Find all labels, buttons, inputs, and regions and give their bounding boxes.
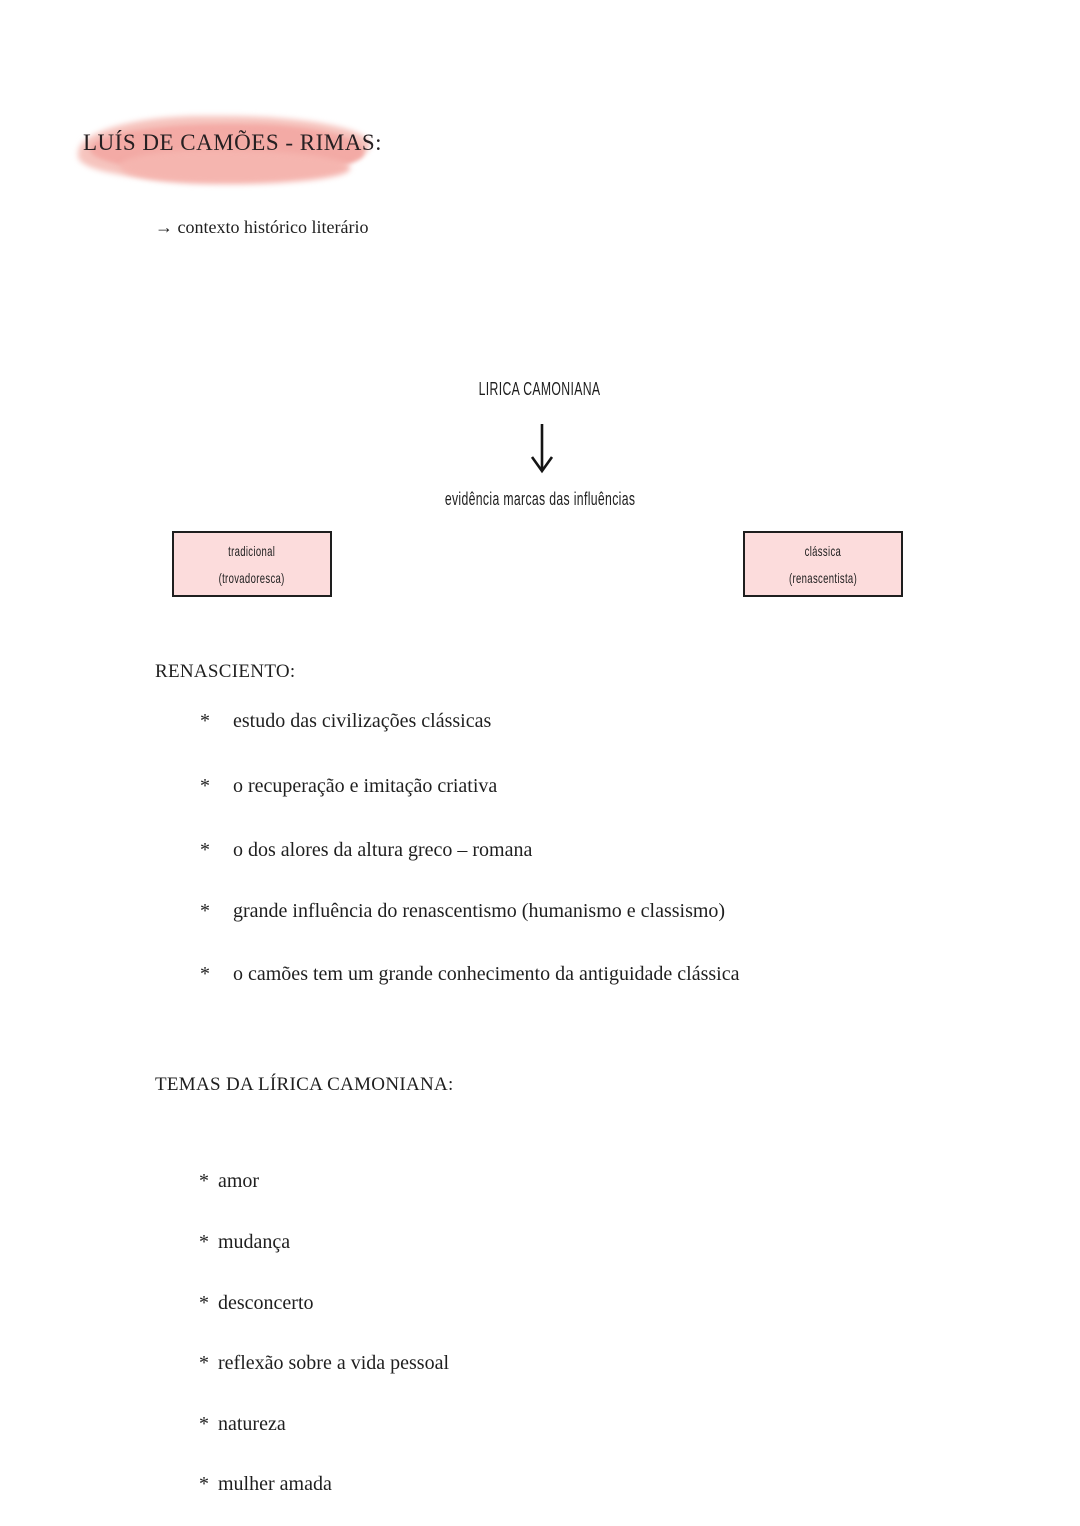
list-item: [0, 775, 1080, 805]
list-item: [0, 839, 1080, 869]
list-item: [0, 710, 1080, 740]
box-classica-line2: (renascentista): [788, 570, 858, 586]
diagram-top-label-line: [0, 379, 1080, 400]
list-item: [0, 1352, 1080, 1382]
list-item: [0, 963, 1080, 993]
bullet-asterisk: *: [199, 1292, 209, 1314]
list-item: [0, 1292, 1080, 1322]
section-heading-temas: TEMAS DA LÍRICA CAMONIANA:: [155, 1074, 454, 1095]
list-item-text: estudo das civilizações clássicas: [233, 710, 492, 732]
bullet-asterisk: *: [200, 775, 210, 797]
list-item-text: o recuperação e imitação criativa: [233, 775, 498, 797]
list-item-text: mudança: [218, 1231, 291, 1253]
list-item: [0, 1413, 1080, 1443]
diagram-mid-label: evidência marcas das influências: [444, 489, 636, 509]
list-item: [0, 1170, 1080, 1200]
bullet-asterisk: *: [199, 1170, 209, 1192]
subtitle-text: contexto histórico literário: [177, 217, 369, 237]
section-heading-renasciento: RENASCIENTO:: [155, 661, 296, 682]
list-item-text: amor: [218, 1170, 260, 1192]
list-item-text: o camões tem um grande conhecimento da antiguidade clássica: [233, 963, 740, 985]
bullet-asterisk: *: [199, 1473, 209, 1495]
page-title: LUÍS DE CAMÕES - RIMAS:: [83, 130, 383, 155]
bullet-asterisk: *: [200, 963, 210, 985]
bullet-asterisk: *: [200, 710, 210, 732]
box-tradicional-line2: (trovadoresca): [218, 570, 286, 586]
box-tradicional: [172, 531, 332, 597]
bullet-asterisk: *: [200, 839, 210, 861]
bullet-asterisk: *: [199, 1231, 209, 1253]
list-item: [0, 900, 1080, 930]
bullet-asterisk: *: [200, 900, 210, 922]
right-arrow-icon: →: [155, 217, 173, 237]
box-tradicional-line1: tradicional: [228, 543, 276, 559]
diagram-top-label: LIRICA CAMONIANA: [479, 379, 601, 399]
subtitle-line: [155, 217, 368, 238]
bullet-asterisk: *: [199, 1413, 209, 1435]
list-item-text: natureza: [218, 1413, 286, 1435]
list-item-text: desconcerto: [218, 1292, 314, 1314]
list-item: [0, 1473, 1080, 1503]
box-classica-line1: clássica: [804, 543, 842, 559]
list-item-text: grande influência do renascentismo (humanismo e classismo): [233, 900, 726, 922]
list-item-text: mulher amada: [218, 1473, 332, 1495]
bullet-asterisk: *: [199, 1352, 209, 1374]
list-item-text: reflexão sobre a vida pessoal: [218, 1352, 450, 1374]
diagram-mid-label-line: [0, 489, 1080, 510]
list-item-text: o dos alores da altura greco – romana: [233, 839, 533, 861]
box-classica: [743, 531, 903, 597]
down-arrow-icon: [528, 423, 556, 475]
list-item: [0, 1231, 1080, 1261]
